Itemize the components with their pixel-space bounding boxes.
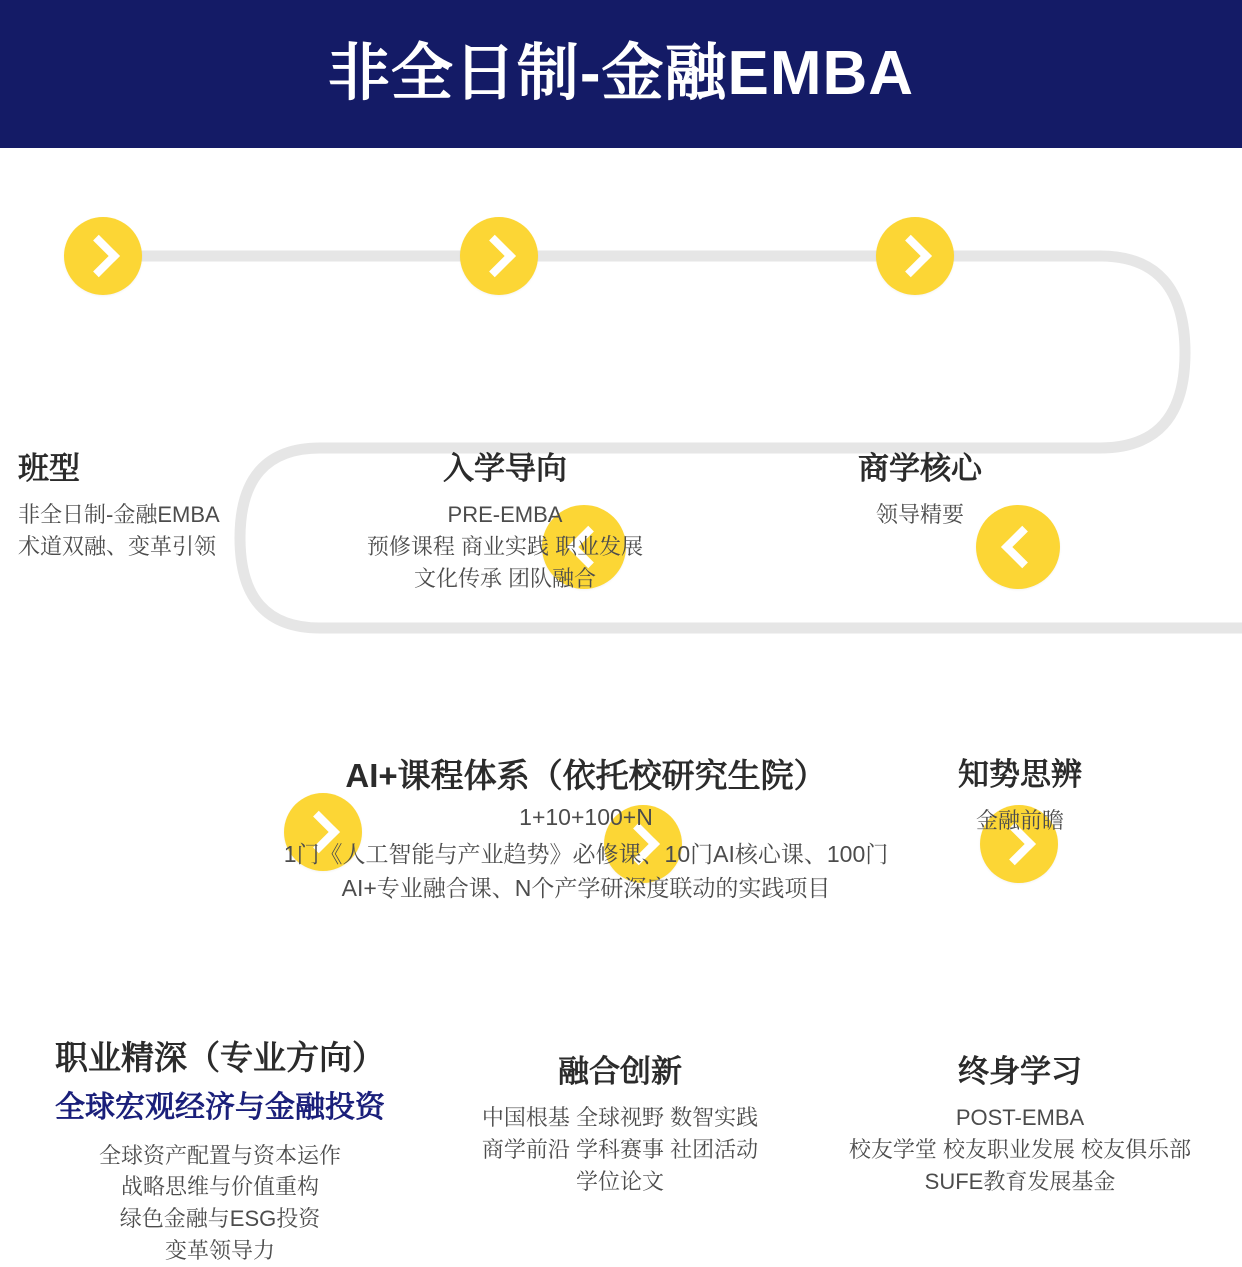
node-title-zhishi: 知势思辨 [958, 757, 1082, 792]
node-line: 全球资产配置与资本运作 [98, 1142, 341, 1168]
node-line: 绿色金融与ESG投资 [119, 1206, 321, 1232]
node-line: 文化传承 团队融合 [413, 565, 597, 591]
node-line: POST-EMBA [955, 1105, 1085, 1131]
node-title-ruxue: 入学导向 [443, 451, 567, 486]
node-line: PRE-EMBA [447, 502, 563, 528]
node-line: 校友学堂 校友职业发展 校友俱乐部 [848, 1137, 1192, 1163]
node-line: 预修课程 商业实践 职业发展 [366, 534, 644, 560]
node-line: 商学前沿 学科赛事 社团活动 [481, 1137, 759, 1163]
node-ronghe [455, 1053, 785, 1198]
node-line: 中国根基 全球视野 数智实践 [481, 1105, 759, 1131]
node-line: 领导精要 [875, 502, 964, 528]
node-zhiye [10, 1038, 430, 1267]
node-line: SUFE教育发展基金 [924, 1168, 1116, 1194]
node-ruxue [340, 450, 670, 595]
page-title: 非全日制-金融EMBA [327, 39, 915, 108]
node-line: AI+专业融合课、N个产学研深度联动的实践项目 [341, 875, 831, 902]
page-header [0, 0, 1242, 148]
node-arrow-ruxue[interactable] [460, 217, 538, 295]
node-title-shangxue: 商学核心 [858, 451, 982, 486]
chevron-right-icon [890, 235, 932, 277]
node-title-zhiye: 职业精深（专业方向） [55, 1039, 385, 1076]
chevron-right-icon [474, 235, 516, 277]
node-banxing [18, 450, 220, 563]
flow-path [0, 148, 1242, 1120]
node-code-ai: 1+10+100+N [519, 803, 653, 830]
node-title-ronghe: 融合创新 [558, 1054, 682, 1089]
node-zhongshen [820, 1053, 1220, 1198]
node-shangxue [790, 450, 1050, 531]
node-arrow-banxing[interactable] [64, 217, 142, 295]
node-line: 战略思维与价值重构 [120, 1174, 319, 1200]
node-title-zhongshen: 终身学习 [958, 1054, 1082, 1089]
chevron-right-icon [78, 235, 120, 277]
node-title-banxing: 班型 [18, 451, 80, 486]
node-ai-curriculum [236, 756, 936, 906]
node-zhishi [880, 756, 1160, 837]
node-line: 金融前瞻 [975, 808, 1064, 834]
node-line: 术道双融、变革引领 [18, 534, 217, 560]
chevron-left-icon [1001, 526, 1043, 568]
node-arrow-shangxue[interactable] [876, 217, 954, 295]
node-line: 1门《人工智能与产业趋势》必修课、10门AI核心课、100门 [283, 840, 889, 867]
node-line: 变革领导力 [164, 1238, 275, 1264]
node-subhead-zhiye: 全球宏观经济与金融投资 [55, 1090, 385, 1124]
node-line: 学位论文 [575, 1168, 664, 1194]
node-line: 非全日制-金融EMBA [18, 502, 220, 528]
roadmap-diagram [0, 148, 1242, 1264]
node-title-ai: AI+课程体系（依托校研究生院） [345, 757, 827, 794]
